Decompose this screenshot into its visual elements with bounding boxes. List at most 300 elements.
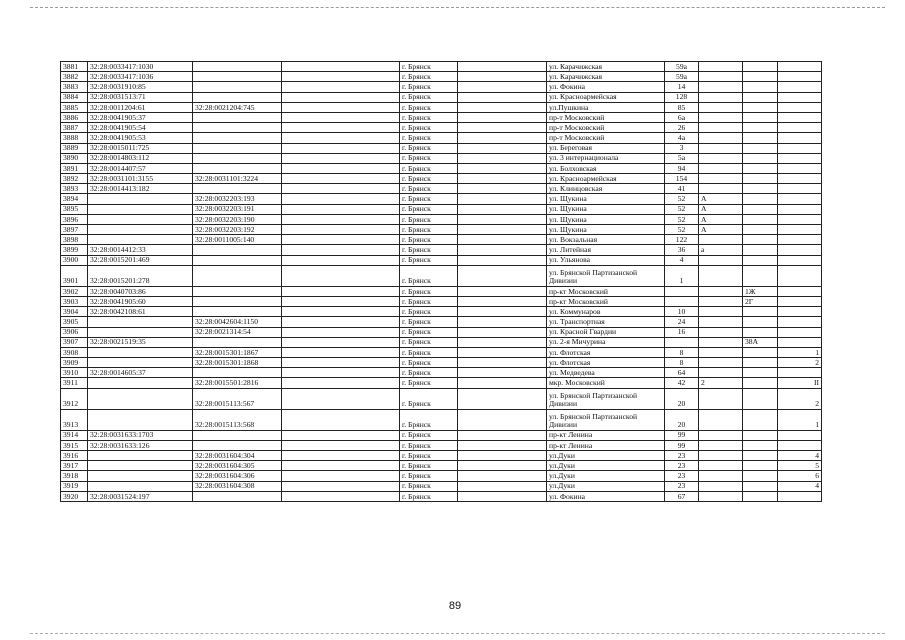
cell-cadastral-number: 32:28:0021519:35 xyxy=(88,337,193,347)
cell-house: 23 xyxy=(665,451,699,461)
cell-row-number: 3893 xyxy=(61,184,88,194)
cell-house: 14 xyxy=(665,82,699,92)
cell-letter xyxy=(699,327,743,337)
cell-letter xyxy=(699,102,743,112)
cell-apartment xyxy=(778,307,822,317)
table-row xyxy=(61,388,822,409)
cell-row-number: 3907 xyxy=(61,337,88,347)
cell-house: 59а xyxy=(665,72,699,82)
cell-row-number: 3899 xyxy=(61,245,88,255)
cell-empty xyxy=(282,92,400,102)
cell-street: ул. Красноармейская xyxy=(547,174,665,184)
cell-empty xyxy=(458,245,547,255)
cell-letter xyxy=(699,440,743,450)
cell-letter xyxy=(699,337,743,347)
table-row xyxy=(61,451,822,461)
cell-empty xyxy=(282,235,400,245)
cell-building xyxy=(743,317,778,327)
cell-cadastral-number-2: 32:28:0031604:304 xyxy=(193,451,282,461)
cell-row-number: 3896 xyxy=(61,214,88,224)
cell-letter: А xyxy=(699,194,743,204)
cell-street: ул. Щукина xyxy=(547,214,665,224)
cell-cadastral-number xyxy=(88,317,193,327)
cell-building xyxy=(743,327,778,337)
cell-apartment xyxy=(778,296,822,306)
cell-street: ул.Дуки xyxy=(547,451,665,461)
cell-cadastral-number: 32:28:0014412:33 xyxy=(88,245,193,255)
cell-street: ул. Клинцовская xyxy=(547,184,665,194)
cell-empty xyxy=(282,133,400,143)
table-row xyxy=(61,143,822,153)
cell-city: г. Брянск xyxy=(400,451,458,461)
cell-apartment: 1 xyxy=(778,409,822,430)
cell-cadastral-number: 32:28:0033417:1036 xyxy=(88,72,193,82)
table-body xyxy=(61,62,822,502)
cell-empty xyxy=(458,184,547,194)
cell-empty xyxy=(282,123,400,133)
cell-building xyxy=(743,430,778,440)
cell-cadastral-number-2 xyxy=(193,430,282,440)
cell-row-number: 3911 xyxy=(61,378,88,388)
cell-empty xyxy=(282,368,400,378)
cell-building xyxy=(743,72,778,82)
cell-cadastral-number: 32:28:0031513:71 xyxy=(88,92,193,102)
cell-empty xyxy=(458,430,547,440)
cell-city: г. Брянск xyxy=(400,327,458,337)
cell-empty xyxy=(458,82,547,92)
cell-cadastral-number-2 xyxy=(193,337,282,347)
cell-cadastral-number: 32:28:0040703:86 xyxy=(88,286,193,296)
cell-house: 23 xyxy=(665,471,699,481)
cell-apartment xyxy=(778,82,822,92)
cell-city: г. Брянск xyxy=(400,123,458,133)
cell-empty xyxy=(458,327,547,337)
cell-apartment xyxy=(778,102,822,112)
cell-cadastral-number: 32:28:0041905:54 xyxy=(88,123,193,133)
cell-building xyxy=(743,491,778,501)
cell-building xyxy=(743,153,778,163)
cell-street: ул. Фокина xyxy=(547,491,665,501)
cell-city: г. Брянск xyxy=(400,461,458,471)
cell-letter xyxy=(699,461,743,471)
cell-city: г. Брянск xyxy=(400,174,458,184)
cell-apartment xyxy=(778,317,822,327)
cell-city: г. Брянск xyxy=(400,347,458,357)
cell-street: ул. Карачижская xyxy=(547,72,665,82)
cell-apartment xyxy=(778,430,822,440)
cell-row-number: 3883 xyxy=(61,82,88,92)
cell-letter xyxy=(699,174,743,184)
cell-row-number: 3894 xyxy=(61,194,88,204)
cell-street: ул. Красноармейская xyxy=(547,92,665,102)
cell-apartment xyxy=(778,265,822,286)
cell-building xyxy=(743,471,778,481)
cell-building: 38А xyxy=(743,337,778,347)
cell-building xyxy=(743,368,778,378)
cell-cadastral-number-2 xyxy=(193,133,282,143)
cell-row-number: 3891 xyxy=(61,163,88,173)
cell-street: ул. Щукина xyxy=(547,225,665,235)
cell-street: ул. Литейная xyxy=(547,245,665,255)
cell-empty xyxy=(282,286,400,296)
cell-street: ул. Ульянова xyxy=(547,255,665,265)
cell-apartment xyxy=(778,153,822,163)
table-row xyxy=(61,461,822,471)
cell-apartment xyxy=(778,235,822,245)
cell-building xyxy=(743,265,778,286)
cell-apartment: 4 xyxy=(778,451,822,461)
cell-row-number: 3915 xyxy=(61,440,88,450)
table-row xyxy=(61,102,822,112)
cell-building xyxy=(743,194,778,204)
cell-house: 16 xyxy=(665,327,699,337)
cell-house: 20 xyxy=(665,409,699,430)
cell-empty xyxy=(458,163,547,173)
cell-letter xyxy=(699,307,743,317)
cell-empty xyxy=(458,347,547,357)
cell-city: г. Брянск xyxy=(400,245,458,255)
cell-apartment xyxy=(778,143,822,153)
cell-city: г. Брянск xyxy=(400,388,458,409)
cell-row-number: 3905 xyxy=(61,317,88,327)
cell-letter xyxy=(699,491,743,501)
cell-empty xyxy=(282,317,400,327)
cell-apartment xyxy=(778,123,822,133)
cell-row-number: 3917 xyxy=(61,461,88,471)
cell-street: ул.Дуки xyxy=(547,481,665,491)
cell-empty xyxy=(458,481,547,491)
cell-building xyxy=(743,62,778,72)
cell-cadastral-number xyxy=(88,235,193,245)
cell-cadastral-number-2: 32:28:0021314:54 xyxy=(193,327,282,337)
cell-cadastral-number xyxy=(88,225,193,235)
table-row xyxy=(61,184,822,194)
cell-city: г. Брянск xyxy=(400,440,458,450)
cell-street: ул. 3 интернационала xyxy=(547,153,665,163)
cell-empty xyxy=(282,327,400,337)
cell-cadastral-number: 32:28:0031633:126 xyxy=(88,440,193,450)
cell-cadastral-number: 32:28:0031633:1703 xyxy=(88,430,193,440)
cell-empty xyxy=(458,235,547,245)
cell-house: 85 xyxy=(665,102,699,112)
cell-cadastral-number-2: 32:28:0015301:1867 xyxy=(193,347,282,357)
cell-street: ул. Коммунаров xyxy=(547,307,665,317)
cell-apartment xyxy=(778,92,822,102)
cell-row-number: 3900 xyxy=(61,255,88,265)
table-row xyxy=(61,123,822,133)
cell-apartment xyxy=(778,327,822,337)
cell-letter xyxy=(699,471,743,481)
cell-cadastral-number xyxy=(88,409,193,430)
table-row xyxy=(61,265,822,286)
top-dashed-rule xyxy=(30,7,885,8)
cell-empty xyxy=(458,471,547,481)
cell-empty xyxy=(458,451,547,461)
cell-house: 59а xyxy=(665,62,699,72)
cell-cadastral-number xyxy=(88,327,193,337)
cell-empty xyxy=(282,204,400,214)
cell-empty xyxy=(458,317,547,327)
cell-building xyxy=(743,82,778,92)
cell-cadastral-number xyxy=(88,388,193,409)
cell-empty xyxy=(282,307,400,317)
bottom-dashed-rule xyxy=(30,633,885,634)
cell-city: г. Брянск xyxy=(400,82,458,92)
cell-city: г. Брянск xyxy=(400,62,458,72)
cell-apartment xyxy=(778,62,822,72)
cell-building xyxy=(743,163,778,173)
cell-apartment: 6 xyxy=(778,471,822,481)
cell-building xyxy=(743,204,778,214)
page-number: 89 xyxy=(448,600,462,612)
cell-street: пр-кт Московский xyxy=(547,286,665,296)
cell-empty xyxy=(458,194,547,204)
cell-row-number: 3881 xyxy=(61,62,88,72)
table-row xyxy=(61,491,822,501)
cell-apartment xyxy=(778,225,822,235)
cell-empty xyxy=(282,163,400,173)
cell-letter xyxy=(699,255,743,265)
cell-row-number: 3884 xyxy=(61,92,88,102)
cell-row-number: 3890 xyxy=(61,153,88,163)
cell-letter xyxy=(699,286,743,296)
cell-apartment xyxy=(778,214,822,224)
cell-row-number: 3910 xyxy=(61,368,88,378)
cell-empty xyxy=(458,265,547,286)
cell-house: 23 xyxy=(665,481,699,491)
cell-house: 52 xyxy=(665,214,699,224)
cell-building xyxy=(743,481,778,491)
cell-apartment: 4 xyxy=(778,481,822,491)
cell-building xyxy=(743,112,778,122)
table-row xyxy=(61,204,822,214)
cell-empty xyxy=(282,225,400,235)
cell-empty xyxy=(458,92,547,102)
cell-row-number: 3889 xyxy=(61,143,88,153)
cell-cadastral-number-2 xyxy=(193,62,282,72)
cell-empty xyxy=(458,102,547,112)
table-row xyxy=(61,62,822,72)
cell-apartment xyxy=(778,163,822,173)
table-row xyxy=(61,255,822,265)
cell-building: 2Г xyxy=(743,296,778,306)
cell-cadastral-number xyxy=(88,378,193,388)
cell-empty xyxy=(282,62,400,72)
cell-letter xyxy=(699,184,743,194)
cell-street: ул. Щукина xyxy=(547,194,665,204)
cell-house: 99 xyxy=(665,440,699,450)
cell-building xyxy=(743,440,778,450)
cell-street: ул. Фокина xyxy=(547,82,665,92)
cell-empty xyxy=(282,471,400,481)
cell-cadastral-number: 32:28:0033417:1030 xyxy=(88,62,193,72)
cell-city: г. Брянск xyxy=(400,92,458,102)
cell-empty xyxy=(282,347,400,357)
cell-building xyxy=(743,235,778,245)
cell-row-number: 3904 xyxy=(61,307,88,317)
cell-letter xyxy=(699,409,743,430)
table-row xyxy=(61,72,822,82)
cell-apartment xyxy=(778,194,822,204)
cell-cadastral-number: 32:28:0015201:469 xyxy=(88,255,193,265)
table-row xyxy=(61,471,822,481)
table-row xyxy=(61,296,822,306)
cell-house: 8 xyxy=(665,347,699,357)
cell-row-number: 3903 xyxy=(61,296,88,306)
cell-house: 20 xyxy=(665,388,699,409)
cell-house: 52 xyxy=(665,194,699,204)
cell-house: 8 xyxy=(665,358,699,368)
table-row xyxy=(61,163,822,173)
cell-apartment xyxy=(778,255,822,265)
cell-cadastral-number: 32:28:0031910:85 xyxy=(88,82,193,92)
cell-city: г. Брянск xyxy=(400,143,458,153)
table-row xyxy=(61,378,822,388)
cell-empty xyxy=(458,409,547,430)
cell-empty xyxy=(458,440,547,450)
cell-letter xyxy=(699,347,743,357)
cell-building xyxy=(743,378,778,388)
cell-row-number: 3906 xyxy=(61,327,88,337)
table-row xyxy=(61,481,822,491)
cell-cadastral-number xyxy=(88,471,193,481)
cell-empty xyxy=(282,72,400,82)
cell-city: г. Брянск xyxy=(400,471,458,481)
table-row xyxy=(61,133,822,143)
table-row xyxy=(61,214,822,224)
cell-empty xyxy=(282,174,400,184)
cell-cadastral-number xyxy=(88,347,193,357)
cell-building xyxy=(743,102,778,112)
cell-row-number: 3902 xyxy=(61,286,88,296)
cell-cadastral-number-2: 32:28:0015113:568 xyxy=(193,409,282,430)
cell-empty xyxy=(282,255,400,265)
cell-cadastral-number-2: 32:28:0011005:140 xyxy=(193,235,282,245)
cell-cadastral-number-2 xyxy=(193,245,282,255)
cell-street: ул.Дуки xyxy=(547,461,665,471)
cell-empty xyxy=(458,388,547,409)
table-row xyxy=(61,286,822,296)
table-row xyxy=(61,174,822,184)
cell-apartment xyxy=(778,204,822,214)
cell-house xyxy=(665,337,699,347)
cell-building xyxy=(743,123,778,133)
cell-street: пр-кт Ленина xyxy=(547,440,665,450)
cell-city: г. Брянск xyxy=(400,184,458,194)
cell-street: ул. Медведева xyxy=(547,368,665,378)
cell-cadastral-number-2: 32:28:0032203:190 xyxy=(193,214,282,224)
cell-letter xyxy=(699,235,743,245)
cell-house: 42 xyxy=(665,378,699,388)
cell-row-number: 3887 xyxy=(61,123,88,133)
cell-empty xyxy=(282,153,400,163)
cell-cadastral-number xyxy=(88,461,193,471)
cell-cadastral-number xyxy=(88,214,193,224)
cell-house: 26 xyxy=(665,123,699,133)
cell-city: г. Брянск xyxy=(400,296,458,306)
cell-cadastral-number-2 xyxy=(193,265,282,286)
cell-city: г. Брянск xyxy=(400,163,458,173)
cell-empty xyxy=(458,337,547,347)
cell-row-number: 3901 xyxy=(61,265,88,286)
cell-empty xyxy=(458,214,547,224)
cell-cadastral-number-2: 32:28:0032203:193 xyxy=(193,194,282,204)
cell-cadastral-number-2 xyxy=(193,307,282,317)
cell-empty xyxy=(282,461,400,471)
cell-street: пр-т Московский xyxy=(547,112,665,122)
cell-cadastral-number xyxy=(88,451,193,461)
cell-letter xyxy=(699,153,743,163)
cell-cadastral-number-2: 32:28:0031604:305 xyxy=(193,461,282,471)
cell-letter xyxy=(699,317,743,327)
cell-letter: А xyxy=(699,214,743,224)
cell-empty xyxy=(458,143,547,153)
cell-empty xyxy=(458,368,547,378)
cell-building xyxy=(743,133,778,143)
cell-apartment xyxy=(778,112,822,122)
cell-cadastral-number-2 xyxy=(193,123,282,133)
cell-house: 128 xyxy=(665,92,699,102)
table-row xyxy=(61,430,822,440)
cell-apartment xyxy=(778,184,822,194)
cell-building xyxy=(743,174,778,184)
cell-empty xyxy=(282,82,400,92)
cell-apartment: 1 xyxy=(778,347,822,357)
cell-city: г. Брянск xyxy=(400,317,458,327)
cell-city: г. Брянск xyxy=(400,72,458,82)
cell-cadastral-number-2 xyxy=(193,255,282,265)
cell-house: 36 xyxy=(665,245,699,255)
cell-street: мкр. Московский xyxy=(547,378,665,388)
cell-city: г. Брянск xyxy=(400,133,458,143)
cell-empty xyxy=(458,123,547,133)
cell-empty xyxy=(458,255,547,265)
cell-letter xyxy=(699,358,743,368)
cell-empty xyxy=(458,225,547,235)
cell-empty xyxy=(282,245,400,255)
cell-empty xyxy=(458,112,547,122)
cell-apartment: 2 xyxy=(778,358,822,368)
cell-city: г. Брянск xyxy=(400,378,458,388)
cell-empty xyxy=(282,102,400,112)
cell-row-number: 3912 xyxy=(61,388,88,409)
cell-cadastral-number-2: 32:28:0032203:191 xyxy=(193,204,282,214)
cell-apartment xyxy=(778,440,822,450)
table-row xyxy=(61,317,822,327)
cell-cadastral-number-2: 32:28:0015301:1868 xyxy=(193,358,282,368)
table-row xyxy=(61,112,822,122)
cell-street: ул. Флотская xyxy=(547,358,665,368)
cell-row-number: 3898 xyxy=(61,235,88,245)
cell-cadastral-number: 32:28:0042108:61 xyxy=(88,307,193,317)
cell-building xyxy=(743,184,778,194)
cell-row-number: 3885 xyxy=(61,102,88,112)
cell-cadastral-number-2 xyxy=(193,440,282,450)
cell-house: 122 xyxy=(665,235,699,245)
cell-empty xyxy=(458,286,547,296)
cell-street: ул. Карачижская xyxy=(547,62,665,72)
cell-empty xyxy=(282,451,400,461)
cell-cadastral-number: 32:28:0015011:725 xyxy=(88,143,193,153)
cell-cadastral-number-2 xyxy=(193,491,282,501)
cell-empty xyxy=(458,174,547,184)
cell-street: ул. Болховская xyxy=(547,163,665,173)
cell-house: 10 xyxy=(665,307,699,317)
table-row xyxy=(61,307,822,317)
cell-letter xyxy=(699,265,743,286)
cell-building xyxy=(743,255,778,265)
cell-empty xyxy=(282,337,400,347)
